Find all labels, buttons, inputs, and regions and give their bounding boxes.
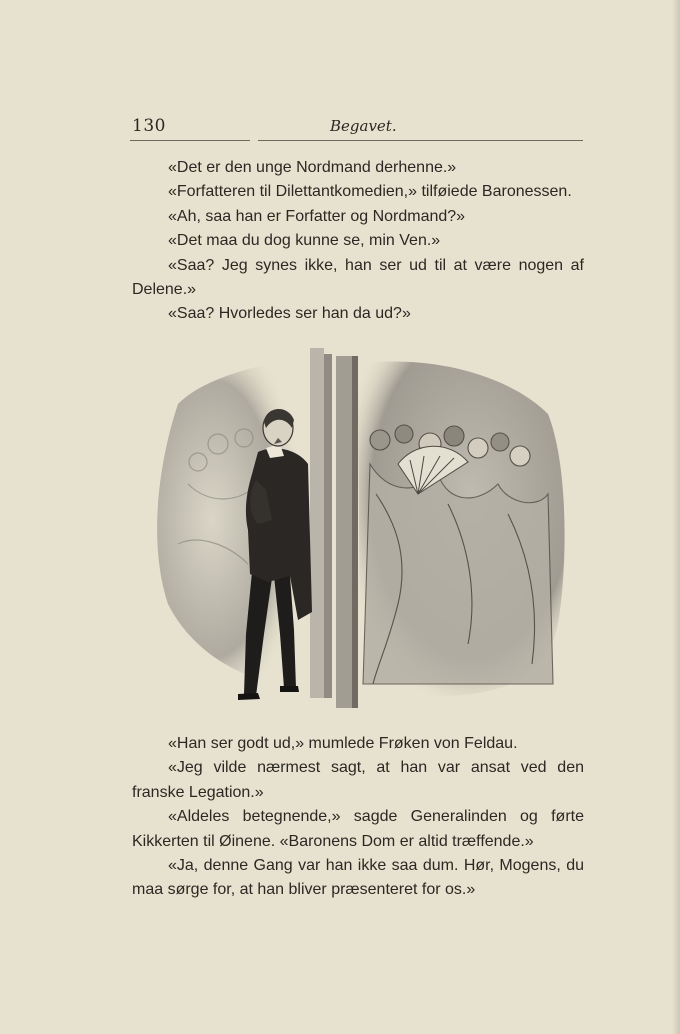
door-frame-edge — [352, 356, 358, 708]
header-rule-right — [258, 140, 583, 141]
illustration-drawing — [148, 344, 572, 718]
paragraph: «Ah, saa han er Forfatter og Nordmand?» — [168, 207, 466, 225]
paragraph: «Han ser godt ud,» mumlede Frøken von Feldau. — [168, 735, 518, 752]
paragraph: «Det er den unge Nordmand derhenne.» — [168, 159, 457, 176]
running-title: Begavet. — [330, 117, 397, 135]
paragraph: «Saa? Hvorledes ser han da ud?» — [168, 305, 411, 323]
paragraph: «Aldeles betegnende,» sagde Generalinden og førte Kikkerten til Øinene. «Baronens Dom er altid træffende.» — [132, 808, 584, 850]
header-rule-left — [130, 140, 250, 141]
running-header — [130, 116, 583, 142]
paragraph: «Forfatteren til Dilettantkomedien,» tilføiede Baronessen. — [168, 183, 572, 201]
door-frame-shadow — [324, 354, 332, 698]
page-number: 130 — [132, 116, 166, 136]
paragraph: «Jeg vilde nærmest sagt, at han var ansat ved den franske Legation.» — [132, 759, 584, 801]
paragraph: «Det maa du dog kunne se, min Ven.» — [168, 232, 441, 250]
illustration — [148, 344, 572, 718]
page-edge-shadow — [672, 0, 680, 1034]
text-block-bottom — [132, 732, 584, 903]
paragraph: «Saa? Jeg synes ikke, han ser ud til at være nogen af Delene.» — [132, 256, 584, 299]
text-block-top — [132, 156, 584, 327]
door-frame-left — [310, 348, 324, 698]
paragraph: «Ja, denne Gang var han ikke saa dum. Hør, Mogens, du maa sørge for, at han bliver præsenteret for os.» — [132, 857, 584, 899]
